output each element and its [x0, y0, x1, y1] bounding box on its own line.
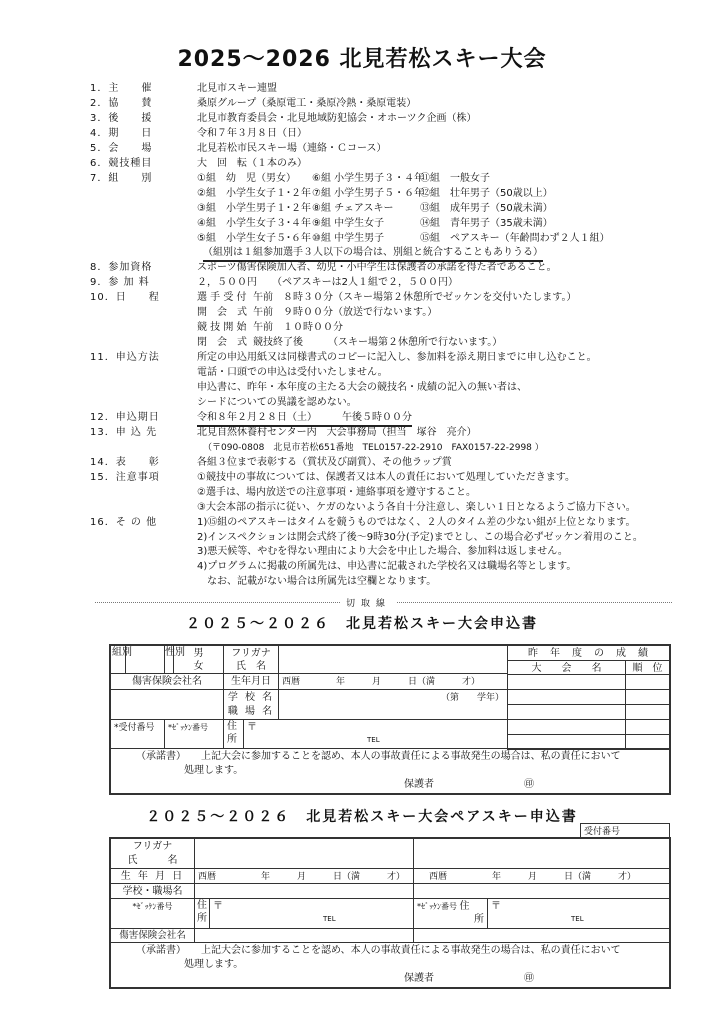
schedule-label: 開 会 式: [197, 307, 247, 319]
schedule-time: 午前 １０時００分: [253, 322, 343, 334]
contact-text: （〒090-0808 北見市若松651番地 TEL0157-22-2910 FAX0157-22-2998 ）: [203, 442, 544, 453]
tel-label: TEL: [367, 736, 380, 744]
schedule-label: 閉 会 式: [197, 337, 247, 349]
page-title: 2025～2026 北見若松スキー大会: [177, 47, 547, 72]
sex-label: 性別: [164, 645, 174, 674]
birth-field-2[interactable]: 西暦 年 月 日（満 才）: [413, 868, 670, 884]
seal-mark: ㊞: [524, 779, 534, 790]
school-field[interactable]: （第 学年）: [278, 689, 508, 720]
item-text: 3)悪天候等、やむを得ない理由により大会を中止した場合、参加料は返しません。: [197, 546, 568, 558]
group-entry: ⑥組 小学生男子３・４年: [312, 172, 425, 184]
deadline-text: 令和８年２月２８日（土） 午後５時００分: [197, 411, 412, 427]
form1-border: [109, 644, 671, 795]
meet-name-header: 大 会 名: [507, 660, 626, 675]
group-label: 組別: [110, 645, 126, 674]
item-text: 北見若松市民スキー場（連絡・Ｃコース）: [197, 142, 387, 154]
group-entry: ⑬組 成年男子（50歳未満）: [420, 202, 553, 214]
consent-section: （承諾書） 上記大会に参加することを認め、本人の事故責任による事故発生の場合は、私の責任において 処理します。 保護者 ㊞: [110, 942, 670, 988]
seal-mark: ㊞: [524, 973, 534, 984]
group-entry: ⑨組 中学生女子: [312, 217, 385, 229]
insurance-label: 傷害保険会社名: [110, 928, 195, 943]
group-entry: ④組 小学生女子３･４年: [197, 217, 311, 229]
group-entry: ⑦組 小学生男子５・６年: [312, 187, 425, 199]
item-text: 申込書に、昨年・本年度の主たる大会の競技名・成績の記入の無い者は、: [197, 382, 527, 393]
group-entry: ③組 小学生男子１･２年: [197, 202, 311, 214]
item-label: 4．期 日: [90, 127, 153, 139]
address-label: 住 所: [223, 719, 244, 749]
item-text: 桑原グループ（桑原電工・桑原冷熱・桑原電装）: [197, 97, 417, 109]
schedule-time: 午前 ８時３０分（スキー場第２休憩所でゼッケンを交付いたします。）: [253, 292, 577, 304]
group-entry: ②組 小学生女子１･２年: [197, 187, 311, 199]
item-label: 1．主 催: [90, 83, 153, 94]
schedule-label: 選 手 受 付: [197, 292, 247, 304]
name-label: フリガナ 氏 名: [223, 645, 279, 674]
reception-number: 受付番号: [580, 823, 670, 839]
insurance-label: 傷害保険会社名: [110, 673, 224, 690]
item-label: 8．参加資格: [90, 262, 153, 274]
item-text: なお、記載がない場合は所属先は空欄となります。: [197, 576, 437, 588]
group-entry: ⑭組 青年男子（35歳未満）: [420, 217, 553, 229]
group-note: （組別は１組参加選手３人以下の場合は、別組と統合することもありうる）: [203, 246, 543, 262]
item-label: 2．協 賛: [90, 97, 153, 109]
item-text: ③大会本部の指示に従い、ケガのないよう各自十分注意し、楽しい１日となるようご協力下さい。: [197, 501, 636, 513]
item-label: 13．申 込 先: [90, 426, 158, 438]
reception-number: *受付番号: [110, 719, 165, 749]
item-text: 1)⑮組のペアスキーはタイムを競うものではなく、２人のタイム差の少ない組が上位となります。: [197, 516, 636, 528]
item-text: シードについての異議を認めない。: [197, 396, 357, 408]
school-label: 学校・職場名: [110, 883, 195, 899]
schedule-time: 午前 ９時００分（放送で行ないます。）: [253, 307, 438, 319]
form2-border: [109, 837, 671, 989]
item-text: 令和７年３月８日（日）: [197, 127, 307, 139]
form1-title: ２０２５～２０２６ 北見若松スキー大会申込書: [186, 616, 538, 632]
group-entry: ⑩組 中学生男子: [312, 232, 385, 244]
address-field-2[interactable]: 〒 TEL: [487, 898, 670, 929]
item-text: 2)インスペクションは開会式終了後～9時30分(予定)までとし、この場合必ずゼッケン着用のこと。: [197, 531, 643, 543]
school-label: 学 校 名 職 場 名: [223, 689, 279, 720]
male-option[interactable]: 男: [193, 648, 204, 659]
female-option[interactable]: 女: [193, 661, 204, 672]
group-entry: ⑪組 一般女子: [420, 172, 490, 184]
consent-section: （承諾書） 上記大会に参加することを認め、本人の事故責任による事故発生の場合は、私の責任において 処理します。 保護者 ㊞: [110, 748, 670, 794]
record-header: 昨 年 度 の 成 績: [507, 645, 670, 661]
item-text: 4)プログラムに掲載の所属先は、申込書に記載された学校名又は職場名等とします。: [197, 561, 577, 573]
item-text: ②選手は、場内放送での注意事項・連絡事項を遵守すること。: [197, 486, 476, 498]
item-text: 北見自然休養村センター内 大会事務局（担当 塚谷 亮介）: [197, 426, 477, 438]
birth-field[interactable]: 西暦 年 月 日（満 才）: [278, 673, 508, 690]
item-text: 各組３位まで表彰する（賞状及び副賞）、その他ラップ賞: [197, 456, 452, 468]
form2-title: ２０２５～２０２６ 北見若松スキー大会ペアスキー申込書: [146, 809, 578, 825]
address-field[interactable]: 〒 TEL: [243, 719, 508, 749]
group-entry: ①組 幼 児（男女）: [197, 172, 296, 184]
item-label: 12．申込期日: [90, 411, 160, 423]
cut-line-label: 切取線: [340, 596, 397, 609]
item-label: 15．注意事項: [90, 471, 160, 483]
item-text: ２，５００円 （ペアスキーは2人１組で２，５００円）: [197, 277, 458, 289]
bib-number: *ｾﾞｯｹﾝ番号: [164, 719, 224, 749]
name-label: フリガナ 氏 名: [110, 838, 195, 869]
address-label-1: 住 所: [194, 898, 210, 929]
birth-label: 生年月日: [223, 673, 279, 690]
guardian-label: 保護者: [404, 973, 434, 984]
item-label: 11．申込方法: [90, 352, 160, 364]
group-entry: ⑧組 チェアスキー: [312, 202, 394, 214]
item-label: 14．表 彰: [90, 456, 160, 468]
rank-header: 順 位: [625, 660, 670, 675]
birth-label: 生 年 月 日: [110, 868, 195, 884]
bib-label-2: *ｾﾞｯｹﾝ番号 住 所: [413, 898, 488, 929]
item-text: 北見市スキー連盟: [197, 83, 277, 94]
item-label: 6．競技種目: [90, 157, 153, 169]
group-entry: ⑮組 ペアスキー（年齢問わず２人１組）: [420, 232, 610, 244]
item-label: 7．組 別: [90, 172, 153, 184]
guardian-label: 保護者: [404, 779, 434, 790]
item-label: 3．後 援: [90, 112, 153, 124]
birth-field-1[interactable]: 西暦 年 月 日（満 才）: [194, 868, 414, 884]
schedule-time: 競技終了後 （スキー場第２休憩所で行ないます。）: [253, 337, 503, 349]
address-field-1[interactable]: 〒 TEL: [209, 898, 414, 929]
group-entry: ⑫組 壮年男子（50歳以上）: [420, 187, 553, 199]
item-text: ①競技中の事故については、保護者又は本人の責任において処理していただきます。: [197, 471, 575, 483]
item-text: 所定の申込用紙又は同様書式のコピーに記入し、参加料を添え期日までに申し込むこと。: [197, 352, 597, 364]
schedule-label: 競 技 開 始: [197, 322, 247, 334]
item-text: 大 回 転（１本のみ）: [197, 157, 307, 169]
item-label: 10．日 程: [90, 292, 160, 304]
item-text: 北見市教育委員会・北見地域防犯協会・オホーツク企画（株）: [197, 112, 477, 124]
item-text: スポーツ傷害保険加入者、幼児・小中学生は保護者の承諾を得た者であること。: [197, 262, 557, 274]
bib-label-1: *ｾﾞｯｹﾝ番号: [110, 898, 195, 929]
item-text: 電話・口頭での申込は受付いたしません。: [197, 367, 388, 379]
item-label: 9．参 加 料: [90, 277, 150, 289]
group-entry: ⑤組 小学生女子５･６年: [197, 232, 311, 244]
item-label: 16．そ の 他: [90, 516, 158, 528]
item-label: 5．会 場: [90, 142, 153, 154]
